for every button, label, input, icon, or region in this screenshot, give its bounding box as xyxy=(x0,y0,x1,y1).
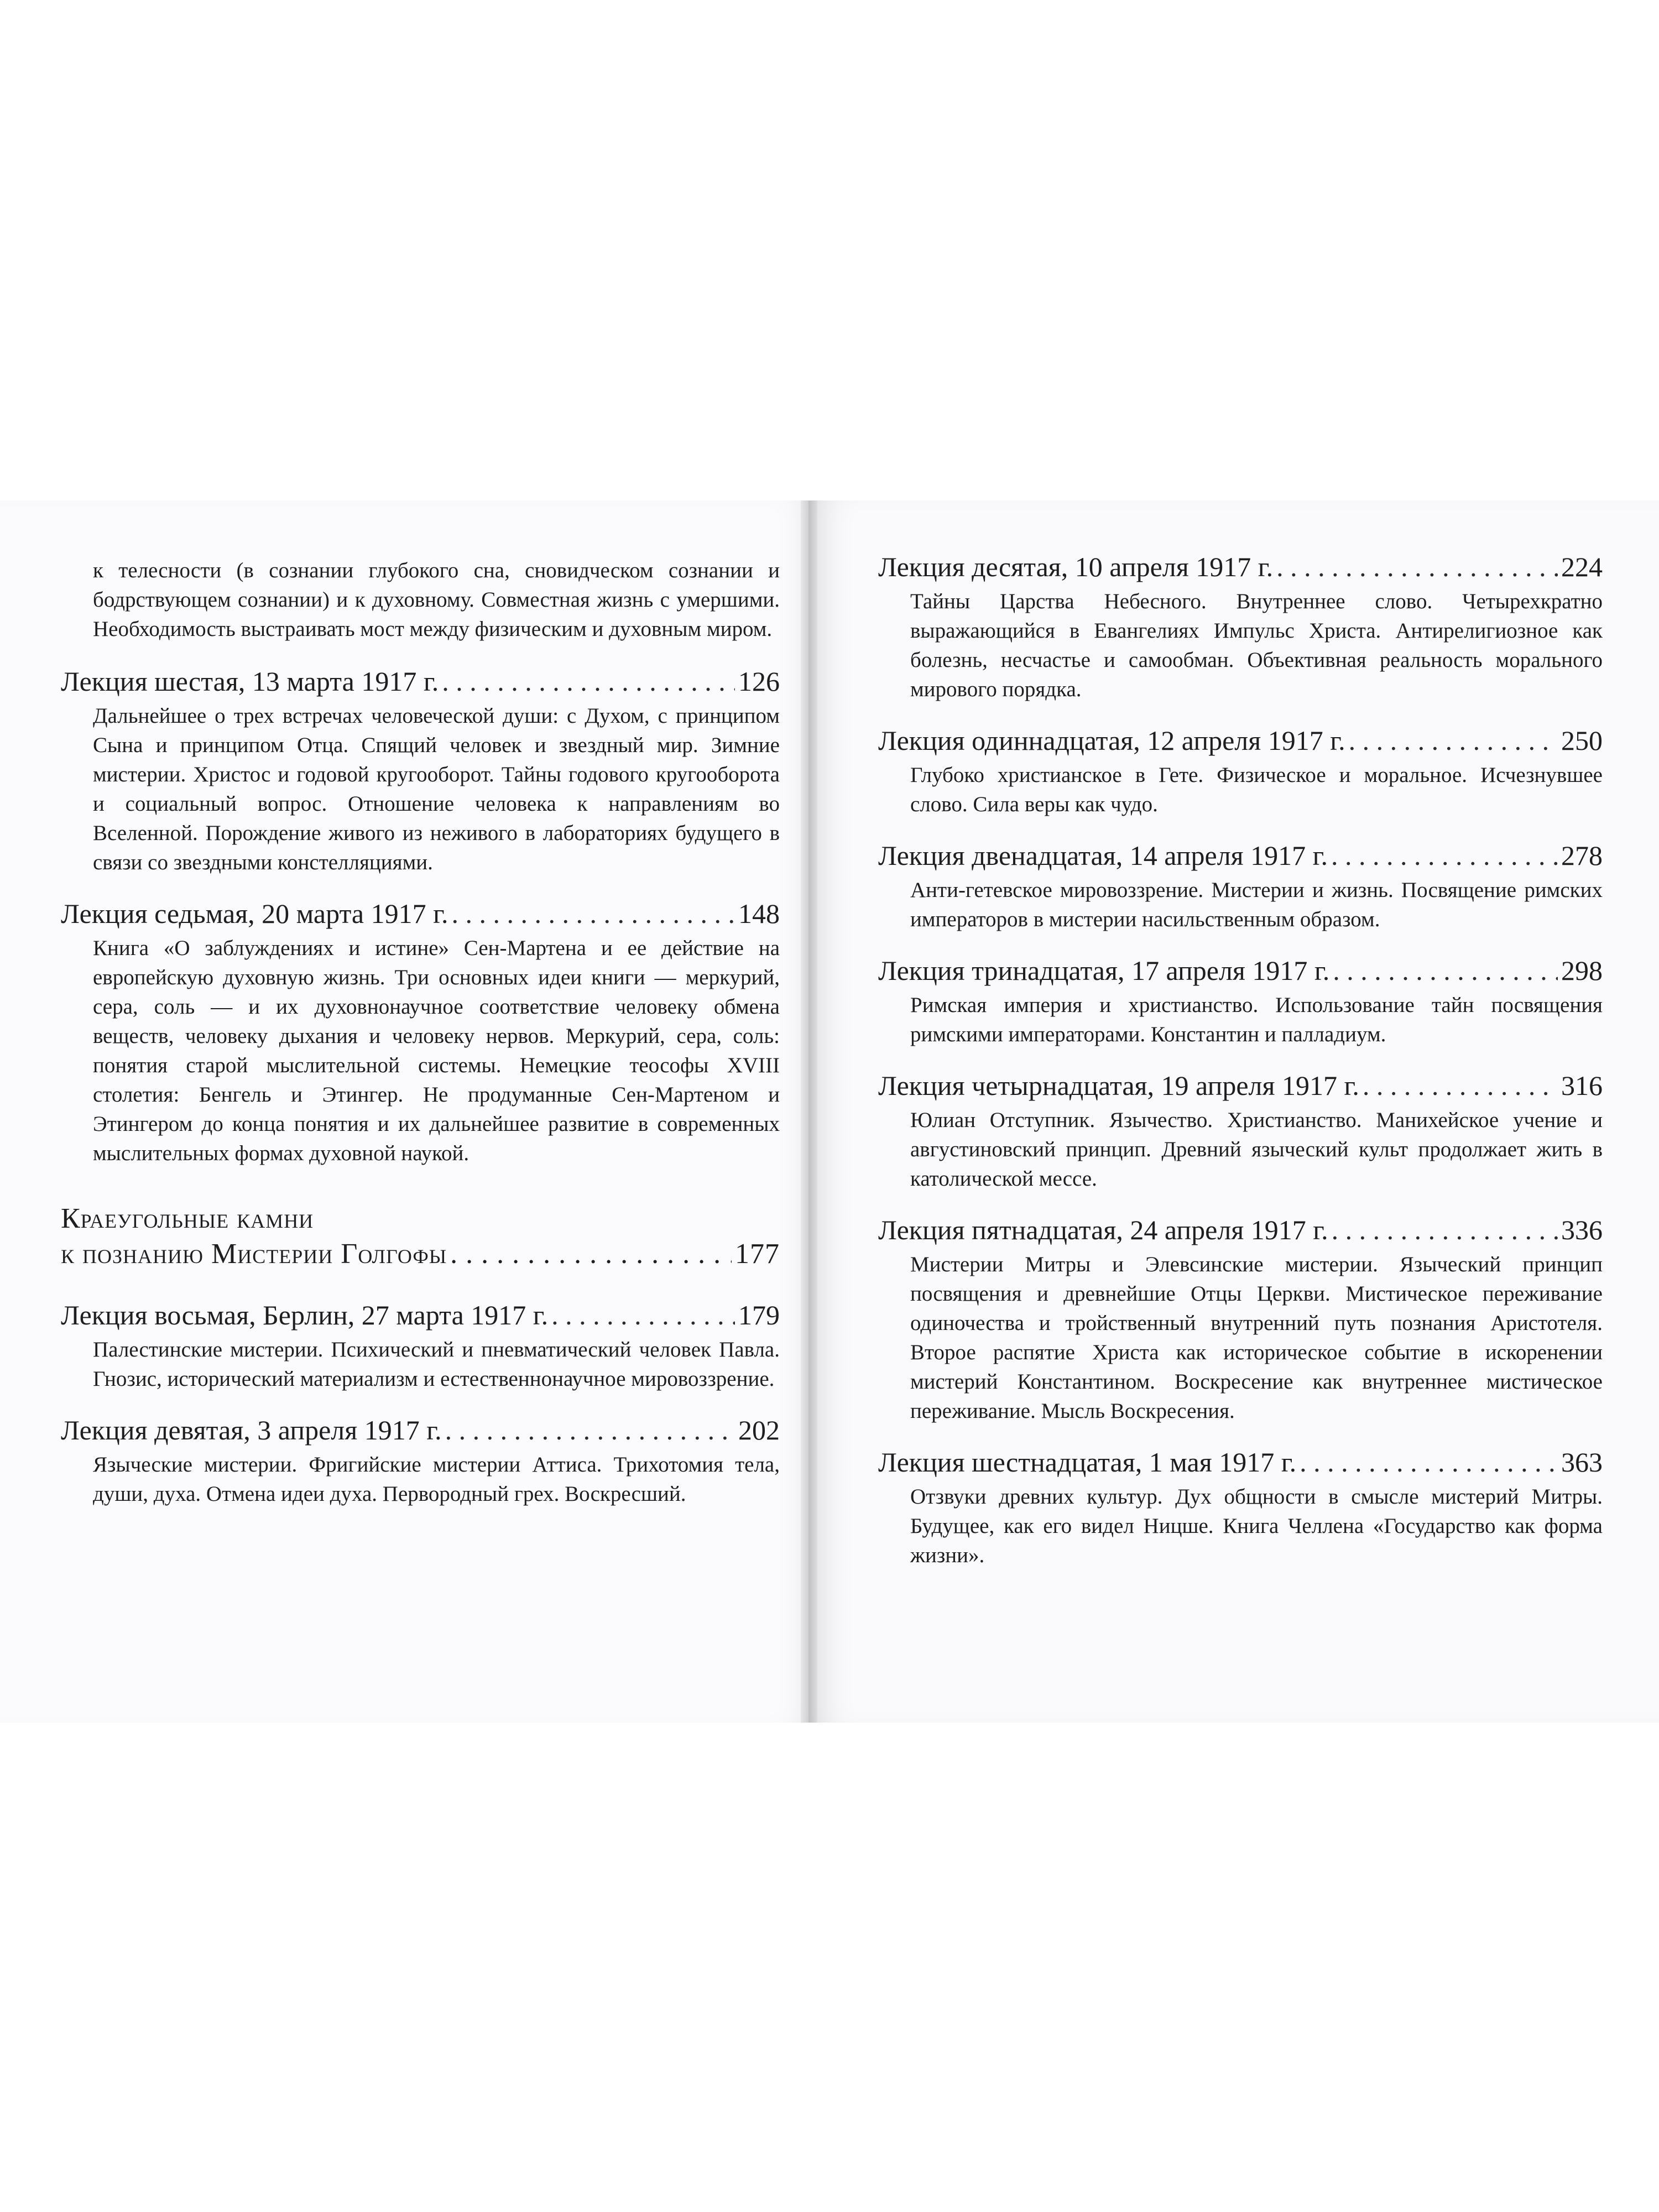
toc-entry-description: Книга «О заблуждениях и истине» Сен-Мартена и ее действие на европейскую духовную жизнь. Три основных идеи книги — меркурий, сера, соль — и их духовнонаучное соответствие человеку обмена веществ, человеку дыхания и человеку нервов. Меркурий, сера, соль: понятия старой мыслительной системы. Немецкие теософы XVIII столетия: Бенгель и Этингер. Не продуманные Сен-Мартеном и Этингером до конца понятия и их дальнейшее развитие в современных мыслительных формах духовной наукой. xyxy=(93,936,780,1165)
toc-entry-lecture-10[interactable] xyxy=(878,550,1603,704)
toc-entry-page: 148 xyxy=(738,898,780,929)
toc-entry-description: Палестинские мистерии. Психический и пневматический человек Павла. Гнозис, исторический материализм и естественнонаучное мировоззрение. xyxy=(93,1338,780,1391)
toc-entry-description: Юлиан Отступник. Язычество. Христианство. Манихейское учение и августиновский принцип. Древний языческий культ продолжает жить в католической мессе. xyxy=(910,1108,1603,1191)
toc-entry-description: Мистерии Митры и Элевсинские мистерии. Языческий принцип посвящения и древнейшие Отцы Церкви. Мистическое переживание одиночества и тройственный внутренний путь познания Аристотеля. Второе распятие Христа как историческое событие в искоренении мистерий Константином. Воскресение как внутреннее мистическое переживание. Мысль Воскресения. xyxy=(910,1253,1603,1423)
dot-leader xyxy=(1363,1069,1558,1102)
toc-entry-page: 202 xyxy=(738,1415,780,1446)
toc-entry-title: Лекция одиннадцатая, 12 апреля 1917 г. xyxy=(878,725,1345,756)
toc-entry-description: Языческие мистерии. Фригийские мистерии Аттиса. Трихотомия тела, души, духа. Отмена идеи духа. Первородный грех. Воскресший. xyxy=(93,1453,780,1506)
section-page: 177 xyxy=(735,1238,780,1270)
left-page xyxy=(0,500,808,1723)
toc-entry-lecture-6[interactable] xyxy=(61,665,780,877)
toc-entry-lecture-16[interactable] xyxy=(878,1446,1603,1570)
dot-leader xyxy=(450,1237,732,1272)
toc-entry-heading xyxy=(61,1413,780,1447)
dot-leader xyxy=(1333,954,1558,987)
book-spine-gutter xyxy=(801,500,817,1723)
section-title-text: к познанию Мистерии Голгофы xyxy=(61,1238,447,1270)
dot-leader xyxy=(1331,839,1558,872)
dot-leader xyxy=(442,665,735,698)
toc-entry-page: 126 xyxy=(738,666,780,697)
toc-entry-page: 250 xyxy=(1561,725,1603,756)
dot-leader xyxy=(445,1413,735,1447)
toc-entry-page: 363 xyxy=(1561,1447,1603,1478)
toc-entry-title: Лекция седьмая, 20 марта 1917 г. xyxy=(61,898,448,929)
toc-entry-description: Глубоко христианское в Гете. Физическое и моральное. Исчезнувшее слово. Сила веры как чудо. xyxy=(910,763,1603,816)
toc-entry-title: Лекция двенадцатая, 14 апреля 1917 г. xyxy=(878,840,1328,871)
dot-leader xyxy=(452,897,735,930)
dot-leader xyxy=(1276,550,1558,583)
toc-entry-title: Лекция пятнадцатая, 24 апреля 1917 г. xyxy=(878,1214,1328,1245)
toc-entry-heading xyxy=(878,550,1603,583)
toc-entry-page: 224 xyxy=(1561,551,1603,582)
left-toc-column xyxy=(61,556,780,1528)
toc-entry-title: Лекция тринадцатая, 17 апреля 1917 г. xyxy=(878,955,1330,986)
toc-entry-page: 179 xyxy=(738,1300,780,1331)
toc-entry-title: Лекция восьмая, Берлин, 27 марта 1917 г. xyxy=(61,1300,549,1331)
toc-entry-lecture-14[interactable] xyxy=(878,1069,1603,1193)
toc-entry-heading xyxy=(61,665,780,698)
toc-entry-heading xyxy=(61,897,780,930)
toc-entry-description: Отзвуки древних культур. Дух общности в смысле мистерий Митры. Будущее, как его видел Ницше. Книга Челлена «Государство как форма жизни». xyxy=(910,1485,1603,1567)
toc-entry-heading xyxy=(878,1446,1603,1479)
toc-entry-page: 278 xyxy=(1561,840,1603,871)
toc-entry-heading xyxy=(878,839,1603,872)
toc-entry-description: Римская империя и христианство. Использование тайн посвящения римскими императорами. Константин и палладиум. xyxy=(910,993,1603,1046)
toc-entry-title: Лекция шестнадцатая, 1 мая 1917 г. xyxy=(878,1447,1297,1478)
toc-entry-lecture-13[interactable] xyxy=(878,954,1603,1049)
toc-entry-lecture-11[interactable] xyxy=(878,724,1603,819)
toc-entry-title: Лекция четырнадцатая, 19 апреля 1917 г. xyxy=(878,1070,1359,1101)
toc-entry-heading xyxy=(878,1069,1603,1102)
toc-entry-lecture-9[interactable] xyxy=(61,1413,780,1509)
dot-leader xyxy=(1332,1213,1558,1246)
toc-entry-page: 316 xyxy=(1561,1070,1603,1101)
toc-entry-lecture-12[interactable] xyxy=(878,839,1603,934)
toc-section-heading[interactable] xyxy=(61,1201,780,1272)
toc-entry-heading xyxy=(878,954,1603,987)
right-page xyxy=(808,500,1659,1723)
toc-entry-title: Лекция девятая, 3 апреля 1917 г. xyxy=(61,1415,442,1446)
toc-entry-heading xyxy=(61,1298,780,1332)
toc-entry-title: Лекция шестая, 13 марта 1917 г. xyxy=(61,666,439,697)
continued-description: к телесности (в сознании глубокого сна, сновидческом сознании и бодрствующем сознании) и к духовному. Совместная жизнь с умершими. Необходимость выстраивать мост между физическим и духовным миром. xyxy=(93,559,780,641)
dot-leader xyxy=(1300,1446,1558,1479)
toc-entry-description: Дальнейшее о трех встречах человеческой души: с Духом, с принципом Сына и принципом Отца. Спящий человек и звездный мир. Зимние мистерии. Христос и годовой кругооборот. Тайны годового кругооборота и социальный вопрос. Отношение человека к направлениям во Вселенной. Порождение живого из неживого в лабораториях будущего в связи со звездными констелляциями. xyxy=(93,704,780,874)
toc-entry-lecture-15[interactable] xyxy=(878,1213,1603,1426)
toc-entry-heading xyxy=(878,724,1603,757)
dot-leader xyxy=(1349,724,1558,757)
toc-entry-title: Лекция десятая, 10 апреля 1917 г. xyxy=(878,551,1274,582)
section-title-line-1: Краеугольные камни xyxy=(61,1203,314,1234)
dot-leader xyxy=(551,1298,735,1332)
toc-entry-description: Анти-гетевское мировоззрение. Мистерии и жизнь. Посвящение римских императоров в мистерии насильственным образом. xyxy=(910,878,1603,931)
toc-entry-page: 336 xyxy=(1561,1214,1603,1245)
toc-entry-heading xyxy=(878,1213,1603,1246)
toc-entry-page: 298 xyxy=(1561,955,1603,986)
toc-entry-lecture-7[interactable] xyxy=(61,897,780,1168)
toc-entry-description: Тайны Царства Небесного. Внутреннее слово. Четырехкратно выражающийся в Евангелиях Импульс Христа. Антирелигиозное как болезнь, несчастье и самообман. Объективная реальность морального мирового порядка. xyxy=(910,589,1603,701)
right-toc-column xyxy=(878,550,1603,1590)
section-title-line-2 xyxy=(61,1237,780,1272)
toc-entry-lecture-8[interactable] xyxy=(61,1298,780,1394)
